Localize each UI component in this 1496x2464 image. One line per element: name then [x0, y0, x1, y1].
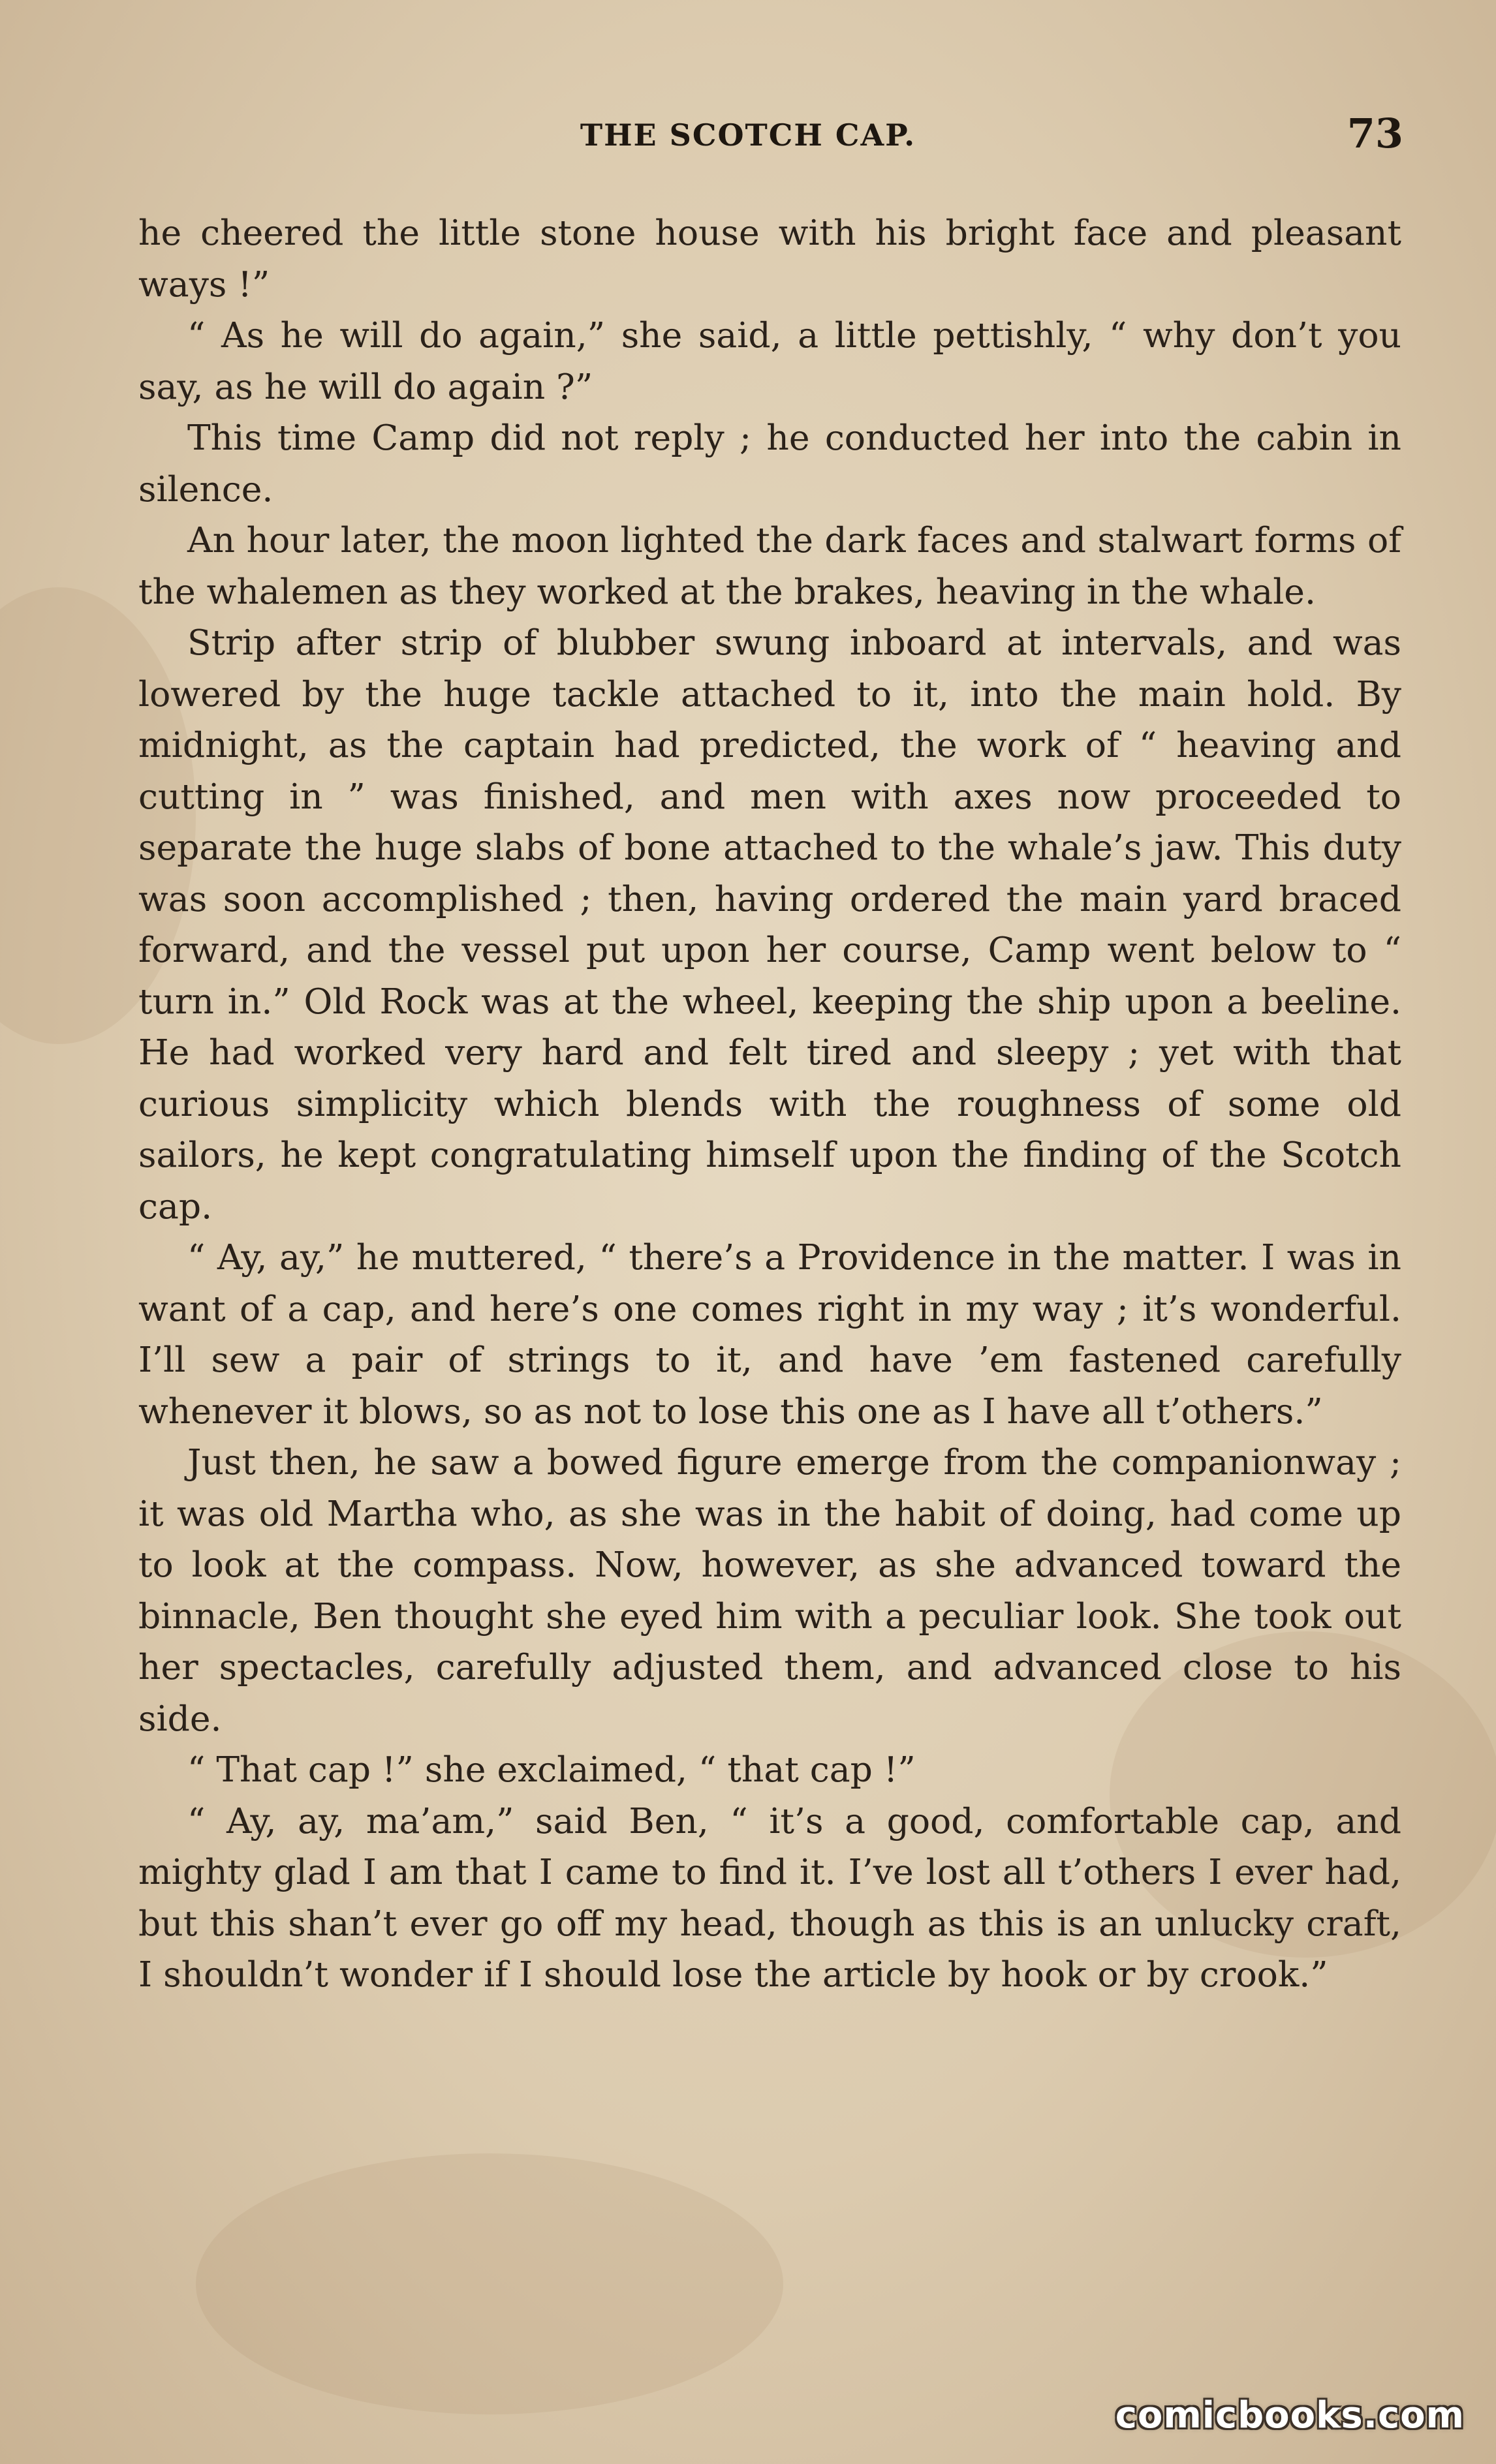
paragraph: he cheered the little stone house with his bright face and pleasant ways !” [138, 212, 1401, 305]
paragraph: “ Ay, ay, ma’am,” said Ben, “ it’s a good, comfortable cap, and mighty glad I am that I came to find it. I’ve lost all t’others I ever had, but this shan’t ever go off my head, though as this is an unlucky craft, I shouldn’t wonder if I should lose the article by hook or by crook.” [138, 1800, 1401, 1995]
paragraph: “ As he will do again,” she said, a little pettishly, “ why don’t you say, as he will do again ?” [138, 315, 1401, 407]
paragraph: “ Ay, ay,” he muttered, “ there’s a Providence in the matter. I was in want of a cap, and here’s one comes right in my way ; it’s wonderful. I’ll sew a pair of strings to it, and have ’em fastened carefully whenever it blows, so as not to lose this one as I have all t’others.” [138, 1237, 1401, 1432]
watermark: comicbooks.com [1115, 2394, 1465, 2437]
paper-stain [196, 2153, 783, 2414]
body-text [138, 208, 1401, 2001]
paragraph: An hour later, the moon lighted the dark faces and stalwart forms of the whalemen as they worked at the brakes, heaving in the whale. [138, 519, 1401, 612]
paragraph: “ That cap !” she exclaimed, “ that cap !” [187, 1749, 916, 1790]
paragraph: This time Camp did not reply ; he conducted her into the cabin in silence. [138, 417, 1401, 510]
paragraph: Strip after strip of blubber swung inboard at intervals, and was lowered by the huge tackle attached to it, into the main hold. By midnight, as the captain had predicted, the work of “ heaving and cutting in ” was finished, and men with axes now proceeded to separate the huge slabs of bone attached to the whale’s jaw. This duty was soon accomplished ; then, having ordered the main yard braced forward, and the vessel put upon her course, Camp went below to “ turn in.” Old Rock was at the wheel, keeping the ship upon a beeline. He had worked very hard and felt tired and sleepy ; yet with that curious simplicity which blends with the roughness of some old sailors, he kept congratulating himself upon the finding of the Scotch cap. [138, 622, 1401, 1227]
page-number: 73 [1347, 110, 1403, 157]
running-title: THE SCOTCH CAP. [580, 117, 916, 153]
running-head [0, 110, 1496, 170]
paragraph: Just then, he saw a bowed figure emerge from the companionway ; it was old Martha who, as she was in the habit of doing, had come up to look at the compass. Now, however, as she advanced toward the binnacle, Ben thought she eyed him with a peculiar look. She took out her spectacles, carefully adjusted them, and advanced close to his side. [138, 1441, 1401, 1739]
